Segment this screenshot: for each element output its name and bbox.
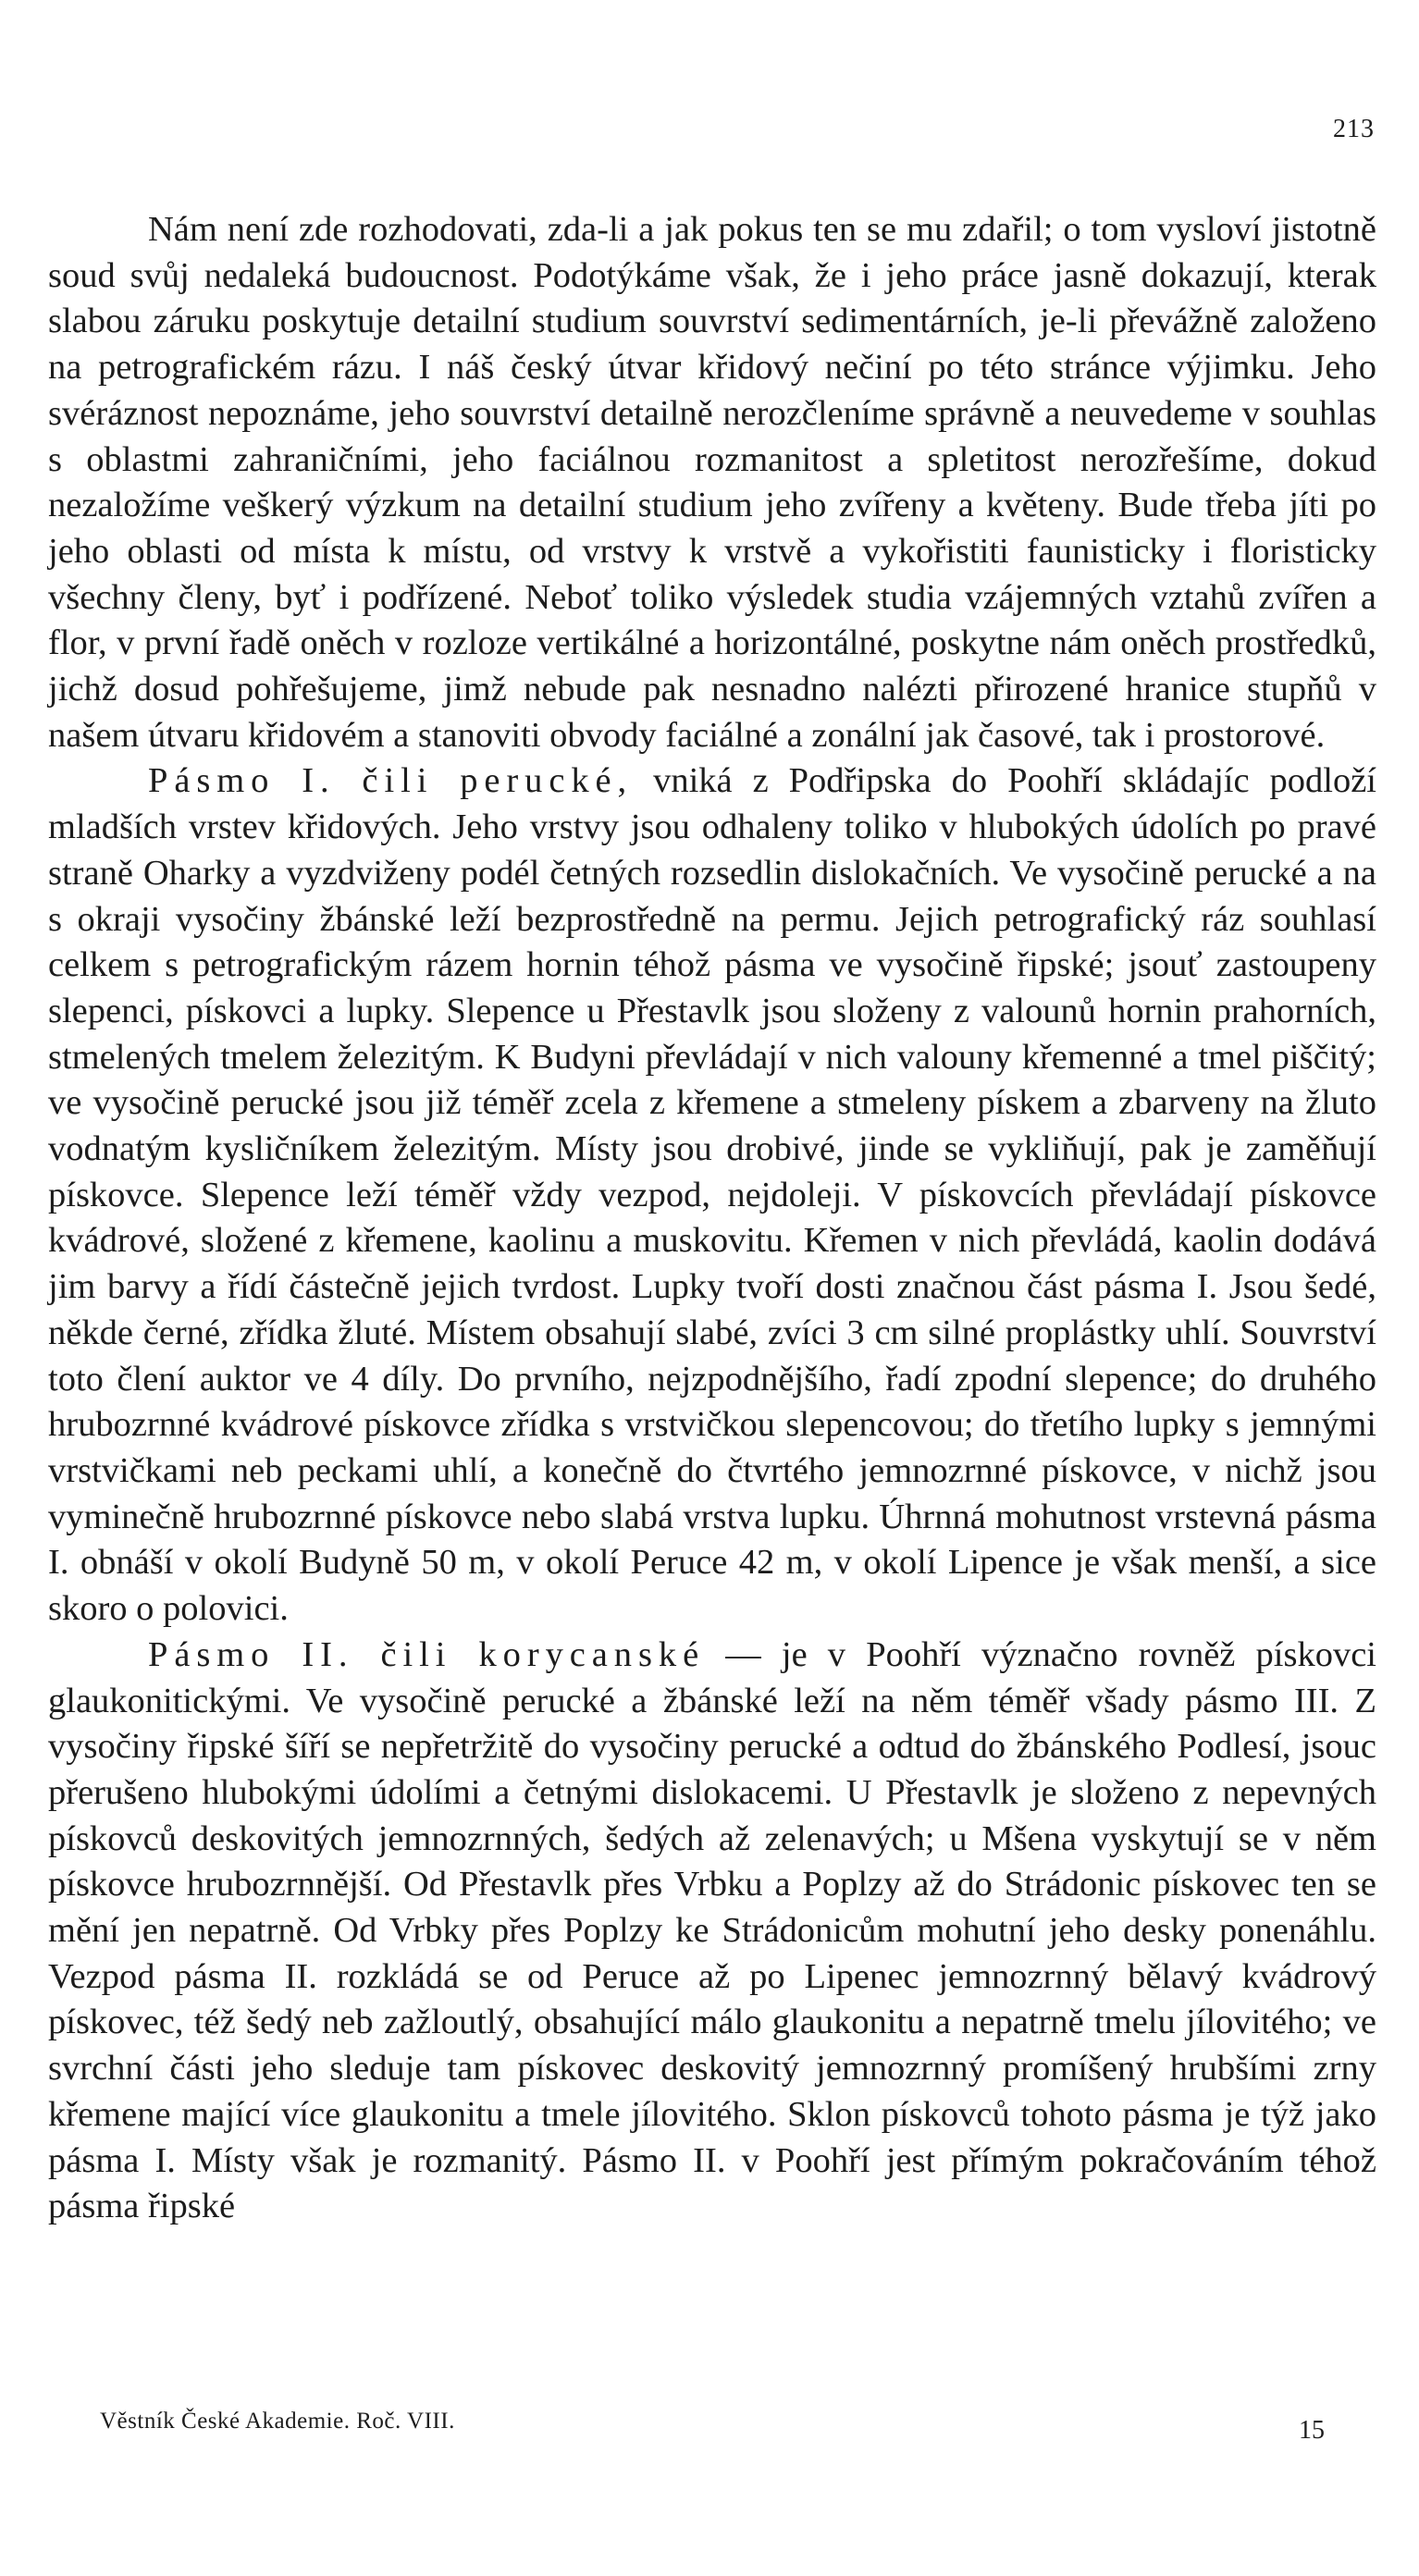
signature-mark: 15 [1299,2416,1325,2445]
section-heading-pasmo-1: Pásmo I. čili perucké, [148,761,634,801]
paragraph-1 [48,207,1376,758]
paragraph-1-text: Nám není zde rozhodovati, zda-li a jak pokus ten se mu zdařil; o tom vysloví jistotně soud svůj nedaleká budoucnost. Podotýkáme však, že i jeho práce jasně dokazují, kterak slabou záruku poskytuje detailní studium souvrství sedimentárních, je-li převážně založeno na petrografickém rázu. I náš český útvar křidový nečiní po této stránce výjimku. Jeho svéráznost nepoznáme, jeho souvrství detailně nerozčleníme správně a neuvedeme v souhlas s oblastmi zahraničními, jeho faciálnou rozmanitost a spletitost nerozřešíme, dokud nezaložíme veškerý výzkum na detailní studium jeho zvířeny a květeny. Bude třeba jíti po jeho oblasti od místa k místu, od vrstvy k vrstvě a vykořistiti faunisticky i floristicky všechny členy, byť i podřízené. Neboť toliko výsledek studia vzájemných vztahů zvířen a flor, v první řadě oněch v rozloze vertikálné a horizontálné, poskytne nám oněch prostředků, jichž dosud pohřešujeme, jimž nebude pak nesnadno nalézti přirozené hranice stupňů v našem útvaru křidovém a stanoviti obvody faciálné a zonální jak časové, tak i prostorové. [48,210,1376,755]
section-heading-pasmo-2: Pásmo II. čili korycanské [148,1634,706,1674]
page-footer [100,2409,1376,2446]
paragraph-2-text: vniká z Podřipska do Poohří skládajíc podloží mladších vrstev křidových. Jeho vrstvy jsou odhaleny toliko v hlubokých údolích po pravé straně Oharky a vyzdviženy podél četných rozsedlin dislokačních. Ve vysočině perucké a na s okraji vysočiny žbánské leží bezprostředně na permu. Jejich petrografický ráz souhlasí celkem s petrografickým rázem hornin téhož pásma ve vysočině řipské; jsouť zastoupeny slepenci, pískovci a lupky. Slepence u Přestavlk jsou složeny z valounů hornin prahorních, stmelených tmelem železitým. K Budyni převládají v nich valouny křemenné a tmel piščitý; ve vysočině perucké jsou již téměř zcela z křemene a stmeleny pískem a zbarveny na žluto vodnatým kysličníkem železitým. Místy jsou drobivé, jinde se vykliňují, pak je zaměňují pískovce. Slepence leží téměř vždy vezpod, nejdoleji. V pískovcích převládají pískovce kvádrové, složené z křemene, kaolinu a muskovitu. Křemen v nich převládá, kaolin dodává jim barvy a řídí částečně jejich tvrdost. Lupky tvoří dosti značnou část pásma I. Jsou šedé, někde černé, zřídka žluté. Místem obsahují slabé, zvíci 3 cm silné proplástky uhlí. Souvrství toto člení auktor ve 4 díly. Do prvního, nejzpodnějšího, řadí zpodní slepence; do druhého hrubozrnné kvádrové pískovce zřídka s vrstvičkou slepencovou; do třetího lupky s jemnými vrstvičkami neb peckami uhlí, a konečně do čtvrtého jemnozrnné pískovce, v nichž jsou vyminečně hrubozrnné pískovce nebo slabá vrstva lupku. Úhrnná mohutnost vrstevná pásma I. obnáší v okolí Budyně 50 m, v okolí Peruce 42 m, v okolí Lipence je však menší, a sice skoro o polovici. [48,761,1376,1629]
body-text [48,207,1376,2230]
page-number: 213 [1333,115,1375,143]
paragraph-3-text: — je v Poohří význačno rovněž pískovci glaukonitickými. Ve vysočině perucké a žbánské leží na něm téměř všady pásmo III. Z vysočiny řipské šíří se nepřetržitě do vysočiny perucké a odtud do žbánského Podlesí, jsouc přerušeno hlubokými údolími a četnými dislokacemi. U Přestavlk je složeno z nepevných pískovců deskovitých jemnozrnných, šedých až zelenavých; u Mšena vyskytují se v něm pískovce hrubozrnnější. Od Přestavlk přes Vrbku a Poplzy až do Strádonic pískovec ten se mění jen nepatrně. Od Vrbky přes Poplzy ke Strádonicům mohutní jeho desky ponenáhlu. Vezpod pásma II. rozkládá se od Peruce až po Lipenec jemnozrnný bělavý kvádrový pískovec, též šedý neb zažloutlý, obsahující málo glaukonitu a nepatrně tmelu jílovitého; ve svrchní části jeho sleduje tam pískovec deskovitý jemnozrnný promíšený hrubšími zrny křemene mající více glaukonitu a tmele jílovitého. Sklon pískovců tohoto pásma je týž jako pásma I. Místy však je rozmanitý. Pásmo II. v Poohří jest přímým pokračováním téhož pásma řipské [48,1634,1376,2226]
paragraph-2 [48,758,1376,1632]
paragraph-3 [48,1633,1376,2230]
journal-footer: Věstník České Akademie. Roč. VIII. [100,2409,455,2434]
